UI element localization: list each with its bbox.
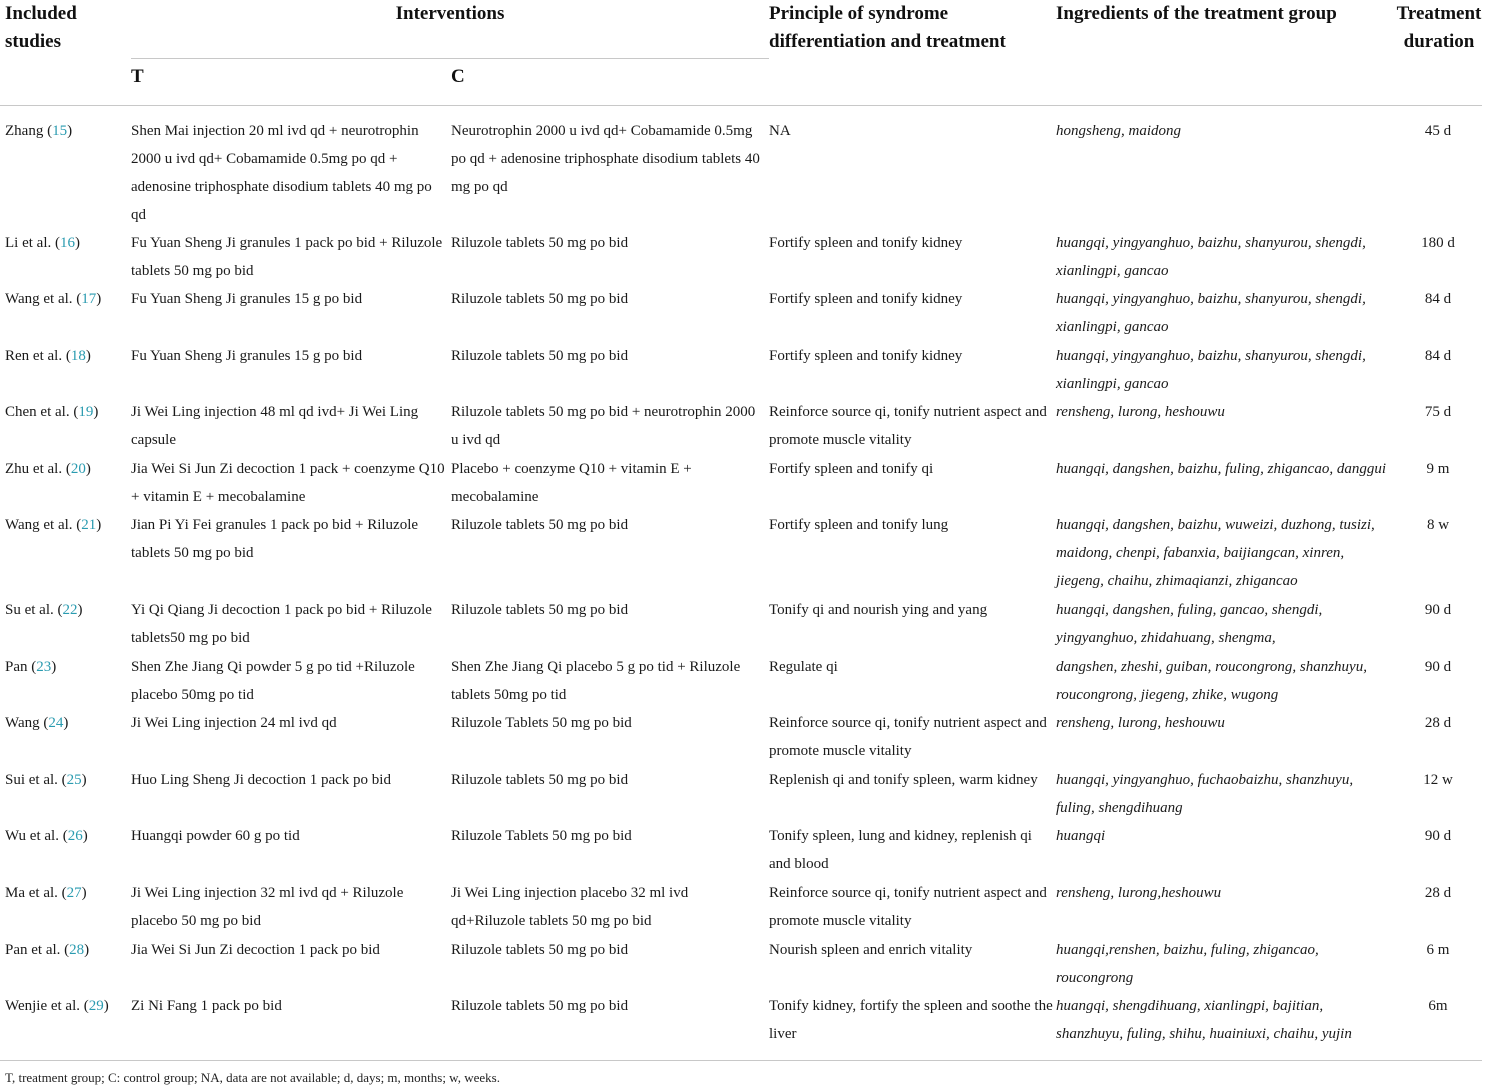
study-cell: Wang (24) — [5, 715, 69, 731]
study-cell: Wu et al. (26) — [5, 828, 88, 844]
reference-link[interactable]: 23 — [36, 659, 52, 675]
ingredients-cell: huangqi, yingyanghuo, baizhu, shanyurou, shengdi, xianlingpi, gancao — [1056, 235, 1366, 279]
control-cell: Neurotrophin 2000 u ivd qd+ Cobamamide 0.5mg po qd + adenosine triphosphate disodium tablets 40 mg po qd — [451, 123, 760, 195]
control-cell: Riluzole Tablets 50 mg po bid — [451, 828, 632, 844]
study-name: Wu et al. — [5, 828, 59, 844]
study-name: Sui et al. — [5, 772, 58, 788]
duration-cell: 6 m — [1426, 942, 1450, 958]
table-row — [0, 342, 1488, 398]
principle-cell: Reinforce source qi, tonify nutrient aspect and promote muscle vitality — [769, 404, 1047, 448]
control-cell: Riluzole tablets 50 mg po bid — [451, 602, 629, 618]
reference-link[interactable]: 27 — [66, 885, 82, 901]
ingredients-cell: huangqi — [1056, 828, 1106, 844]
ingredients-cell: hongsheng, maidong — [1056, 123, 1181, 139]
duration-cell: 45 d — [1424, 123, 1452, 139]
duration-cell: 6m — [1428, 998, 1448, 1014]
study-cell: Pan (23) — [5, 659, 57, 675]
reference-link[interactable]: 21 — [81, 517, 97, 533]
table-row — [0, 936, 1488, 992]
study-cell: Sui et al. (25) — [5, 772, 87, 788]
principle-cell: Tonify spleen, lung and kidney, replenish qi and blood — [769, 828, 1032, 872]
study-name: Ma et al. — [5, 885, 58, 901]
ingredients-cell: huangqi, dangshen, baizhu, fuling, zhigancao, danggui — [1056, 461, 1386, 477]
reference-link[interactable]: 18 — [70, 348, 86, 364]
table-row — [0, 596, 1488, 652]
table-row — [0, 455, 1488, 511]
duration-cell: 84 d — [1424, 348, 1452, 364]
duration-cell: 9 m — [1426, 461, 1450, 477]
ingredients-cell: huangqi, dangshen, baizhu, wuweizi, duzhong, tusizi, maidong, chenpi, fabanxia, baijiangcan, xinren, jiegeng, chaihu, zhimaqianzi, zhigancao — [1056, 517, 1375, 589]
treatment-cell: Ji Wei Ling injection 24 ml ivd qd — [131, 715, 337, 731]
principle-cell: Fortify spleen and tonify lung — [769, 517, 949, 533]
ingredients-cell: dangshen, zheshi, guiban, roucongrong, shanzhuyu, roucongrong, jiegeng, zhike, wugong — [1056, 659, 1367, 703]
treatment-cell: Zi Ni Fang 1 pack po bid — [131, 998, 282, 1014]
control-cell: Placebo + coenzyme Q10 + vitamin E + mecobalamine — [451, 461, 692, 505]
treatment-cell: Jian Pi Yi Fei granules 1 pack po bid + Riluzole tablets 50 mg po bid — [131, 517, 419, 561]
study-cell: Su et al. (22) — [5, 602, 83, 618]
treatment-cell: Ji Wei Ling injection 32 ml ivd qd + Riluzole placebo 50 mg po bid — [131, 885, 404, 929]
study-cell: Ma et al. (27) — [5, 885, 87, 901]
header-treatment-duration: Treatment duration — [1396, 3, 1482, 52]
table-row — [0, 229, 1488, 285]
table-footnote: T, treatment group; C: control group; NA, data are not available; d, days; m, months; w, weeks. — [5, 1070, 500, 1085]
reference-link[interactable]: 26 — [67, 828, 83, 844]
table-row — [0, 398, 1488, 454]
principle-cell: Fortify spleen and tonify kidney — [769, 291, 963, 307]
control-cell: Ji Wei Ling injection placebo 32 ml ivd qd+Riluzole tablets 50 mg po bid — [451, 885, 689, 929]
study-name: Zhu et al. — [5, 461, 63, 477]
principle-cell: Fortify spleen and tonify kidney — [769, 348, 963, 364]
ingredients-cell: huangqi,renshen, baizhu, fuling, zhigancao, roucongrong — [1056, 942, 1319, 986]
study-cell: Zhu et al. (20) — [5, 461, 91, 477]
reference-link[interactable]: 25 — [66, 772, 82, 788]
header-control-group: C — [451, 66, 465, 87]
treatment-cell: Jia Wei Si Jun Zi decoction 1 pack po bid — [131, 942, 380, 958]
duration-cell: 180 d — [1421, 235, 1455, 251]
header-interventions: Interventions — [395, 3, 505, 24]
ingredients-cell: huangqi, yingyanghuo, fuchaobaizhu, shanzhuyu, fuling, shengdihuang — [1056, 772, 1354, 816]
study-name: Su et al. — [5, 602, 54, 618]
header-included-studies: Included studies — [5, 3, 77, 52]
principle-cell: Reinforce source qi, tonify nutrient aspect and promote muscle vitality — [769, 715, 1047, 759]
study-name: Chen et al. — [5, 404, 70, 420]
ingredients-cell: huangqi, yingyanghuo, baizhu, shanyurou, shengdi, xianlingpi, gancao — [1056, 348, 1366, 392]
reference-link[interactable]: 29 — [88, 998, 104, 1014]
control-cell: Riluzole tablets 50 mg po bid — [451, 772, 629, 788]
principle-cell: Tonify kidney, fortify the spleen and soothe the liver — [769, 998, 1053, 1042]
study-name: Ren et al. — [5, 348, 63, 364]
reference-link[interactable]: 15 — [52, 123, 68, 139]
header-principle: Principle of syndrome differentiation and treatment — [769, 3, 1006, 52]
principle-cell: Fortify spleen and tonify qi — [769, 461, 934, 477]
reference-link[interactable]: 17 — [81, 291, 97, 307]
principle-cell: Replenish qi and tonify spleen, warm kidney — [769, 772, 1038, 788]
control-cell: Riluzole tablets 50 mg po bid — [451, 348, 629, 364]
ingredients-cell: rensheng, lurong, heshouwu — [1056, 715, 1225, 731]
treatment-cell: Shen Mai injection 20 ml ivd qd + neurotrophin 2000 u ivd qd+ Cobamamide 0.5mg po qd + adenosine triphosphate disodium tablets 40 mg po qd — [131, 123, 432, 223]
study-name: Pan — [5, 659, 28, 675]
study-cell: Zhang (15) — [5, 123, 73, 139]
study-cell: Wang et al. (17) — [5, 291, 102, 307]
study-cell: Pan et al. (28) — [5, 942, 90, 958]
control-cell: Riluzole Tablets 50 mg po bid — [451, 715, 632, 731]
duration-cell: 84 d — [1424, 291, 1452, 307]
reference-link[interactable]: 20 — [70, 461, 86, 477]
header-bottom-rule — [0, 105, 1482, 106]
reference-link[interactable]: 28 — [69, 942, 85, 958]
treatment-cell: Fu Yuan Sheng Ji granules 15 g po bid — [131, 348, 363, 364]
control-cell: Riluzole tablets 50 mg po bid — [451, 291, 629, 307]
principle-cell: Tonify qi and nourish ying and yang — [769, 602, 988, 618]
table-row — [0, 879, 1488, 935]
ingredients-cell: huangqi, shengdihuang, xianlingpi, bajitian, shanzhuyu, fuling, shihu, huainiuxi, chaihu, yujin — [1056, 998, 1352, 1042]
principle-cell: Regulate qi — [769, 659, 838, 675]
study-name: Li et al. — [5, 235, 52, 251]
ingredients-cell: huangqi, dangshen, fuling, gancao, shengdi, yingyanghuo, zhidahuang, shengma, — [1056, 602, 1323, 646]
ingredients-cell: huangqi, yingyanghuo, baizhu, shanyurou, shengdi, xianlingpi, gancao — [1056, 291, 1366, 335]
treatment-cell: Fu Yuan Sheng Ji granules 1 pack po bid + Riluzole tablets 50 mg po bid — [131, 235, 443, 279]
reference-link[interactable]: 22 — [62, 602, 78, 618]
principle-cell: Reinforce source qi, tonify nutrient aspect and promote muscle vitality — [769, 885, 1047, 929]
duration-cell: 8 w — [1426, 517, 1450, 533]
principle-cell: NA — [769, 123, 791, 139]
treatment-cell: Shen Zhe Jiang Qi powder 5 g po tid +Riluzole placebo 50mg po tid — [131, 659, 415, 703]
table-row — [0, 511, 1488, 589]
duration-cell: 75 d — [1424, 404, 1452, 420]
interventions-underline — [131, 58, 769, 59]
duration-cell: 90 d — [1424, 828, 1452, 844]
reference-link[interactable]: 16 — [59, 235, 75, 251]
header-ingredients: Ingredients of the treatment group — [1056, 3, 1337, 24]
study-name: Wang et al. — [5, 291, 73, 307]
header-treatment-group: T — [131, 66, 144, 87]
study-name: Zhang — [5, 123, 44, 139]
treatment-cell: Ji Wei Ling injection 48 ml qd ivd+ Ji Wei Ling capsule — [131, 404, 419, 448]
study-name: Wang et al. — [5, 517, 73, 533]
duration-cell: 28 d — [1424, 885, 1452, 901]
table-row — [0, 117, 1488, 223]
treatment-cell: Jia Wei Si Jun Zi decoction 1 pack + coenzyme Q10 + vitamin E + mecobalamine — [131, 461, 445, 505]
study-cell: Ren et al. (18) — [5, 348, 91, 364]
study-cell: Li et al. (16) — [5, 235, 80, 251]
duration-cell: 90 d — [1424, 602, 1452, 618]
treatment-cell: Yi Qi Qiang Ji decoction 1 pack po bid + Riluzole tablets50 mg po bid — [131, 602, 432, 646]
reference-link[interactable]: 24 — [48, 715, 64, 731]
study-cell: Wang et al. (21) — [5, 517, 102, 533]
treatment-cell: Huo Ling Sheng Ji decoction 1 pack po bid — [131, 772, 391, 788]
principle-cell: Nourish spleen and enrich vitality — [769, 942, 973, 958]
duration-cell: 28 d — [1424, 715, 1452, 731]
duration-cell: 90 d — [1424, 659, 1452, 675]
reference-link[interactable]: 19 — [78, 404, 94, 420]
table-row — [0, 653, 1488, 709]
table-row — [0, 992, 1488, 1048]
control-cell: Riluzole tablets 50 mg po bid — [451, 942, 629, 958]
table-row — [0, 285, 1488, 341]
ingredients-cell: rensheng, lurong, heshouwu — [1056, 404, 1225, 420]
study-cell: Wenjie et al. (29) — [5, 998, 109, 1014]
table-row — [0, 822, 1488, 878]
control-cell: Riluzole tablets 50 mg po bid + neurotrophin 2000 u ivd qd — [451, 404, 756, 448]
principle-cell: Fortify spleen and tonify kidney — [769, 235, 963, 251]
ingredients-cell: rensheng, lurong,heshouwu — [1056, 885, 1222, 901]
control-cell: Riluzole tablets 50 mg po bid — [451, 517, 629, 533]
treatment-cell: Fu Yuan Sheng Ji granules 15 g po bid — [131, 291, 363, 307]
study-cell: Chen et al. (19) — [5, 404, 99, 420]
table-row — [0, 766, 1488, 822]
table-row — [0, 709, 1488, 765]
duration-cell: 12 w — [1423, 772, 1453, 788]
study-name: Pan et al. — [5, 942, 61, 958]
treatment-cell: Huangqi powder 60 g po tid — [131, 828, 300, 844]
table-bottom-rule — [0, 1060, 1482, 1061]
study-name: Wang — [5, 715, 40, 731]
control-cell: Riluzole tablets 50 mg po bid — [451, 235, 629, 251]
study-name: Wenjie et al. — [5, 998, 81, 1014]
control-cell: Shen Zhe Jiang Qi placebo 5 g po tid + Riluzole tablets 50mg po tid — [451, 659, 741, 703]
control-cell: Riluzole tablets 50 mg po bid — [451, 998, 629, 1014]
